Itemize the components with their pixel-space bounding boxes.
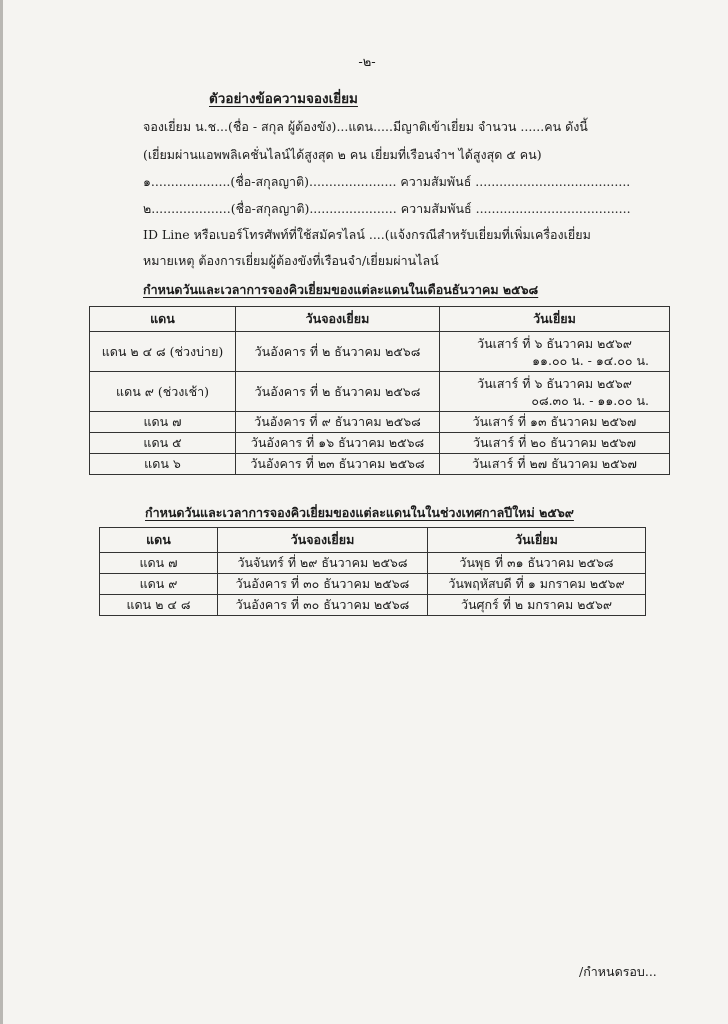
visit-cell: [440, 372, 670, 412]
schedule-table-december: [89, 306, 670, 475]
template-line-2: (เยี่ยมผ่านแอพพลิเคชั่นไลน์ได้สูงสุด ๒ คน เยี่ยมที่เรือนจำฯ ได้สูงสุด ๕ คน): [143, 147, 542, 162]
visit-date: วันเสาร์ ที่ ๖ ธันวาคม ๒๕๖๙: [477, 335, 632, 351]
table-header-row: [90, 307, 670, 332]
zone-cell: แดน ๖: [90, 454, 236, 475]
header-visit-day: วันเยี่ยม: [428, 528, 646, 553]
booking-cell: วันอังคาร ที่ ๓๐ ธันวาคม ๒๕๖๘: [218, 574, 428, 595]
visit-cell: วันพุธ ที่ ๓๑ ธันวาคม ๒๕๖๘: [428, 553, 646, 574]
table-row: [100, 574, 646, 595]
header-booking-day: วันจองเยี่ยม: [218, 528, 428, 553]
table-row: [100, 553, 646, 574]
continuation-note: /กำหนดรอบ...: [579, 964, 657, 979]
zone-cell: แดน ๒ ๔ ๘: [100, 595, 218, 616]
header-zone: แดน: [90, 307, 236, 332]
booking-cell: วันอังคาร ที่ ๙ ธันวาคม ๒๕๖๘: [236, 412, 440, 433]
table-row: [90, 454, 670, 475]
page-number: -๒-: [358, 55, 376, 70]
booking-cell: วันอังคาร ที่ ๒ ธันวาคม ๒๕๖๘: [236, 332, 440, 372]
section2-heading: กำหนดวันและเวลาการจองคิวเยี่ยมของแต่ละแดนในในช่วงเทศกาลปีใหม่ ๒๕๖๙: [145, 505, 574, 520]
zone-cell: แดน ๙: [100, 574, 218, 595]
table-header-row: [100, 528, 646, 553]
table-row: [90, 412, 670, 433]
template-line-4: ๒....................(ชื่อ-สกุลญาติ)...................... ความสัมพันธ์ .......................................: [143, 201, 631, 216]
visit-cell: [440, 332, 670, 372]
booking-cell: วันจันทร์ ที่ ๒๙ ธันวาคม ๒๕๖๘: [218, 553, 428, 574]
zone-cell: แดน ๙ (ช่วงเช้า): [90, 372, 236, 412]
zone-cell: แดน ๒ ๔ ๘ (ช่วงบ่าย): [90, 332, 236, 372]
table-row: [90, 433, 670, 454]
booking-cell: วันอังคาร ที่ ๑๖ ธันวาคม ๒๕๖๘: [236, 433, 440, 454]
visit-cell: วันศุกร์ ที่ ๒ มกราคม ๒๕๖๙: [428, 595, 646, 616]
visit-time: ๑๑.๐๐ น. - ๑๔.๐๐ น.: [532, 352, 649, 368]
template-line-1: จองเยี่ยม น.ช...(ชื่อ - สกุล ผู้ต้องขัง)...แดน.....มีญาติเข้าเยี่ยม จำนวน ......คน ดังนี้: [143, 119, 588, 134]
booking-cell: วันอังคาร ที่ ๒๓ ธันวาคม ๒๕๖๘: [236, 454, 440, 475]
table-row: [90, 332, 670, 372]
visit-date: วันเสาร์ ที่ ๖ ธันวาคม ๒๕๖๙: [477, 375, 632, 391]
template-line-5: ID Line หรือเบอร์โทรศัพท์ที่ใช้สมัครไลน์ ....(แจ้งกรณีสำหรับเยี่ยมที่เพิ่มเครื่องเยี่ยม: [143, 227, 591, 242]
zone-cell: แดน ๗: [90, 412, 236, 433]
table-row: [90, 372, 670, 412]
schedule-table-new-year: [99, 527, 646, 616]
template-line-3: ๑....................(ชื่อ-สกุลญาติ)...................... ความสัมพันธ์ .......................................: [143, 174, 631, 189]
booking-cell: วันอังคาร ที่ ๓๐ ธันวาคม ๒๕๖๘: [218, 595, 428, 616]
header-visit-day: วันเยี่ยม: [440, 307, 670, 332]
page-title: ตัวอย่างข้อความจองเยี่ยม: [209, 91, 358, 107]
visit-cell: วันพฤหัสบดี ที่ ๑ มกราคม ๒๕๖๙: [428, 574, 646, 595]
booking-cell: วันอังคาร ที่ ๒ ธันวาคม ๒๕๖๘: [236, 372, 440, 412]
zone-cell: แดน ๕: [90, 433, 236, 454]
header-zone: แดน: [100, 528, 218, 553]
template-line-6: หมายเหตุ ต้องการเยี่ยมผู้ต้องขังที่เรือนจำ/เยี่ยมผ่านไลน์: [143, 253, 439, 268]
section1-heading: กำหนดวันและเวลาการจองคิวเยี่ยมของแต่ละแดนในเดือนธันวาคม ๒๕๖๘: [143, 282, 539, 297]
table-row: [100, 595, 646, 616]
visit-cell: วันเสาร์ ที่ ๑๓ ธันวาคม ๒๕๖๗: [440, 412, 670, 433]
visit-cell: วันเสาร์ ที่ ๒๗ ธันวาคม ๒๕๖๗: [440, 454, 670, 475]
visit-cell: วันเสาร์ ที่ ๒๐ ธันวาคม ๒๕๖๗: [440, 433, 670, 454]
zone-cell: แดน ๗: [100, 553, 218, 574]
header-booking-day: วันจองเยี่ยม: [236, 307, 440, 332]
visit-time: ๐๘.๓๐ น. - ๑๑.๐๐ น.: [531, 392, 649, 408]
